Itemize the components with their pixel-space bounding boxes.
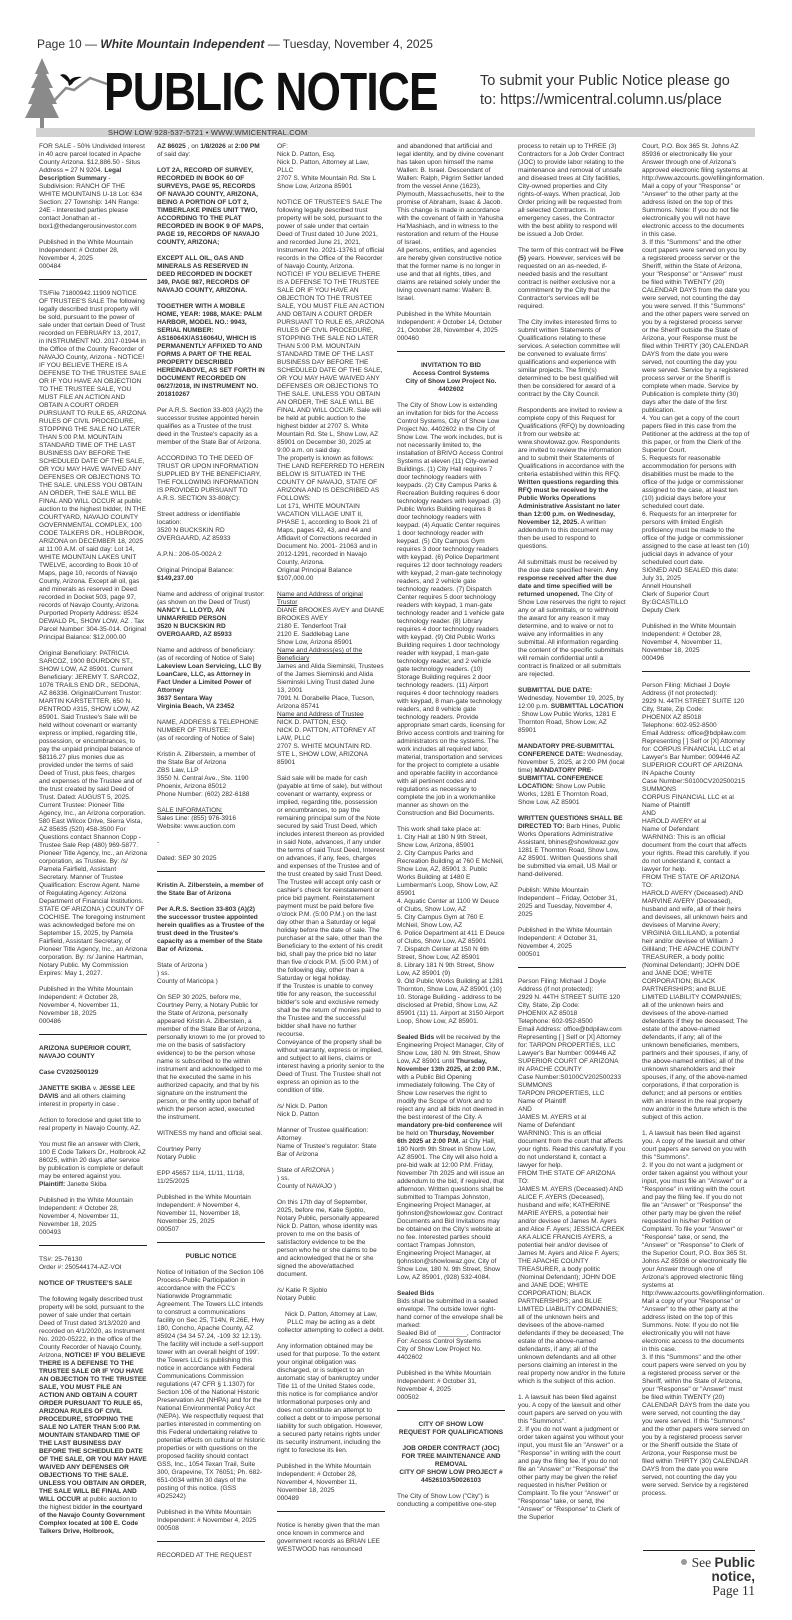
notice-text: will be received by the Engineering Project Manager, City of Show Low, 180 N. 9th Street, Show Low, AZ 85901 until <box>397 1034 504 1065</box>
notice-text: Notice of Initiation of the Section 106 Process-Public Participation in accordance with the FCC's Nationwide Programmatic Agreement. The Towers LLC intends to construct a communications facility on Sec 25, T14N, R.26E, Hwy 180, Concho, Apache County, AZ 85924 (34 34 57.24, -109 32 12.13). The facility will include a self-support tower with an overall height of 199'. the Towers LLC is publishing this notice in accordance with Federal Communications Commission regulations (47 CFR § 1.1307) for Section 106 of the National Historic Preservation Act (NHPA) and for the National Environmental Policy Act (NEPA). We respectfully request that parties interested in commenting on this Federal undertaking relative to potential effects on cultural or historic properties or with questions on the proposed facility should contact GSS, Inc., 1054 Texan Trail, Suite 300, Grapevine, TX 76051; Ph. 682-651-0034 within 30 days of the posting of this notice. (GSS #D25242) <box>157 1269 265 1500</box>
notice-paragraph <box>39 239 147 271</box>
notice-paragraph <box>157 962 265 986</box>
notice-bold-text: SUBMITTAL LOCATION <box>550 703 624 710</box>
notice-paragraph <box>157 1509 265 1533</box>
notice-bold-text: ARIZONA SUPERIOR COURT, NAVAJO COUNTY <box>39 1045 131 1060</box>
notice-divider <box>397 1410 505 1411</box>
notice-paragraph <box>157 407 265 447</box>
notice-paragraph <box>157 807 265 831</box>
notice-divider <box>39 279 147 280</box>
notice-bold-text: SUBMITTAL DUE DATE: <box>518 687 593 694</box>
notice-text: Court, P.O. Box 365 St. Johns AZ 85936 or electronically file your Answer through one of Arizona's approved electronic filing systems at http://www.azcourts.gov/efilinginformation. Mail a copy of your "Response" or "Answer" to the other party at the address listed on the top of this Summons. Note: If you do not file electronically you will not have electronic access to the documents in this case. 3. If this "Summons" and the other court papers were served on you by a registered process server or the Sheriff, within the State of Arizona, your "Response" or "Answer" must be filed within TWENTY (20) CALENDAR DAYS from the date you were served, not counting the day you were served. If this "Summons" and the other papers were served on you by a registered process server or the Sheriff outside the State of Arizona, your Response must be filed within THIRTY (30) CALENDAR DAYS from the date you were served, not counting the day you were served. Service by a registered process server or the Sheriff is complete when made. Service by Publication is complete thirty (30) days after the date of the first publication. 4. You can get a copy of the court papers filed in this case from the Petitioner at the address at the top of this paper, or from the Clerk of the Superior Court. 5. Requests for reasonable accommodation for persons with disabilities must be made to the office of the judge or commissioner assigned to the case, at least ten (10) judicial days before your scheduled court date. 6. Requests for an interpreter for persons with limited English proficiency must be made to the office of the judge or commissioner assigned to the case at least ten (10) judicial days in advance of your scheduled court date. SIGNED AND SEALED this date: July 31, 2025 Annell Hounshell Clerk of Superior Court By:GCASTILLO Deputy Clerk <box>642 143 765 614</box>
notice-divider <box>157 1541 265 1542</box>
notice-paragraph <box>397 143 505 303</box>
continued-jump <box>655 1556 755 1598</box>
see-label: See <box>691 1555 715 1570</box>
notice-heading <box>157 1253 265 1261</box>
notice-paragraph <box>157 1269 265 1501</box>
notice-bold-text: JESSE LEE DAVIS <box>39 1085 135 1100</box>
notice-paragraph <box>642 682 750 1122</box>
divider <box>643 1550 755 1551</box>
notice-bold-text: Sealed Bids <box>397 1290 435 1297</box>
notice-paragraph <box>518 815 626 879</box>
notice-text: This work shall take place at: 1. City Hall at 180 N 9th Street, Show Low, Arizona, 85901 2. City Campus Parks and Recreation Building at 760 E McNeil, Show Low, AZ, 85901 3. Public Works Building at 1480 E Lumberman's Loop, Show Low, AZ 85901 4. Aquatic Center at 1100 W Deuce of Clubs, Show Low, AZ 5. City Campus Gym at 760 E McNeil, Show Low, AZ 6. Police Department at 411 E Deuce of Clubs, Show Low, AZ 85901 7. Dispatch Center at 150 N 6th Street, Show Low, AZ 85901 8. Library 181 N 9th Street, Show Low, AZ 85901 (9) 9. Old Public Works Building at 1281 Thornton, Show Low, AZ 85901 (10) 10. Storage Building - address to be disclosed at Prebid, Show Low, AZ 85901 (11) 11. Airport at 3150 Airport Loop, Show Low, AZ 85901. <box>397 826 505 1025</box>
notice-paragraph <box>518 407 626 551</box>
bullet-icon <box>681 1559 687 1565</box>
submit-url[interactable]: to: https://wmicentral.column.us/place <box>480 92 722 108</box>
notice-column-3 <box>277 143 385 1562</box>
notice-paragraph <box>157 1552 265 1560</box>
notice-text: James and Alida Sieminski, Trustees of the James Sieminski and Alida Sieminski Living Trust dated June 13, 2001 7091 N. Dorabelle Place, Tucson, Arizona 85741 <box>277 663 384 710</box>
notice-text: You must file an answer with Clerk, 100 E Code Talkers Dr., Holbrook AZ 86025, within 20 days after service by publication is complete or default may be entered against you. <box>39 1141 146 1180</box>
notice-bold-text: NOTICE OF TRUSTEE'S SALE <box>39 1280 133 1287</box>
notice-text: The City of Show Low is extending an invitation for bids for the Access Control Systems, City of Show Low Project No. 4402602 in the City of Show Low. The work includes, but is not necessarily limited to, the installation of BRIVO Access Control Systems at eleven (11) City-owned Buildings. (1) City Hall requires 7 door technology readers with keypads. (2) City Campus Parks & Recreation Building requires 6 door technology readers with keypad. (3) Public Works Building requires 8 door technology readers with keypad. (4) Aquatic Center requires 1 door technology reader with keypad. (5) City Campus Gym requires 3 door technology readers with keypad. (6) Police Department requires 12 door technology readers with keypad, 2 man-gate technology readers, and 2 vehicle gate technology readers. (7) Dispatch Center requires 5 door technology readers with keypad, 1 man-gate technology reader and 1 vehicle gate technology reader. (8) Library requires 4 door technology readers with keypad. (9) Old Public Works Building requires 1 door technology reader with keypad, 1 man-gate technology reader, and 2 vehicle gate technology readers. (10) Storage Building requires 2 door technology readers. (11) Airport requires 4 door technology readers with keypad, 8 man-gate technology readers, and 8 vehicle gate technology readers. Provide appropriate smart cards, licensing for Brivo access controls and training for administrators on the systems. The work includes all required labor, material, transportation and services for the project to complete a usable and operable facility in accordance with all pertinent codes and regulations as necessary to complete the job in a workmanlike manner as shown on the Construction and Bid Documents. <box>397 402 505 817</box>
notice-column-1 <box>39 143 147 1544</box>
notice-paragraph <box>397 826 505 1026</box>
notice-text: The City of Show Low reserves the right to reject any or all submittals, or to withhold the award for any reason it may determine, and to waive or not to waive any informalities in any submittal. All information regarding the content of the specific submittals will remain confidential until a contract is finalized or all submittals are rejected. <box>518 591 626 678</box>
notice-bold-text: CITY OF SHOW LOW REQUEST FOR QUALIFICATIONS <box>398 1421 504 1436</box>
notice-paragraph <box>39 143 147 231</box>
notice-text: Wednesday, November 19, 2025, by 12:00 p.m. <box>518 695 624 710</box>
notice-paragraph <box>39 1045 147 1061</box>
notice-text: Nick D. Patton, Attorney at Law, PLLC may be acting as a debt collector attempting to collect a debt. <box>277 1311 385 1334</box>
notice-paragraph <box>39 1197 147 1237</box>
notice-text: Published in the White Mountain Independent: # October 28, November 4, November 11, November 18, 2025 000496 <box>642 623 736 662</box>
notice-paragraph <box>157 1170 265 1186</box>
notice-divider <box>642 671 750 672</box>
notice-text: at <box>225 143 235 150</box>
notice-bold-text: LOT 2A, RECORD OF SURVEY, RECORDED IN BOOK 60 OF SURVEYS, PAGE 95, RECORDS OF NAVAJO COUNTY, ARIZONA, BEING A PORTION OF LOT 2, TIMBERLAKE PINES UNIT TWO, ACCORDING TO THE PLAT RECORDED IN BOOK 9 OF MAPS, PAGE 19, RECORDS OF NAVAJO COUNTY, ARIZONA; <box>157 167 264 246</box>
notice-text: 1. A lawsuit has been filed against you. A copy of the lawsuit and other court papers are served on you with this "Summons". 2. If you do not want a judgment or order taken against you without your input, you must file an "Answer" or a "Response" in writing with the court and pay the filing fee. If you do not file an "Answer" or "Response" the other party may be given the relief requested in his/her Petition or Complaint. To file your "Answer" or "Response" take, or send, the "Answer" or "Response" to Clerk of the Superior <box>518 1394 624 1521</box>
notice-text: at City Hall, 180 North 9th Street in Show Low, AZ 85901. The City will also hold a pre-bid walk at 12:00 P.M. Friday, November 7th 2025 and will issue an addendum to the bid, if required, that afternoon. Written questions shall be submitted to Trampas Johnston, Engineering Project Manager, at tjohnston@showlowaz.gov. Contract Documents and Bid Invitations may be obtained on the City's website at no fee. Interested parties should contact Trampas Johnston, Engineering Project Manager, at tjohnston@showlowaz.gov, City of Show Low, 180 N. 9th Street, Show Low, AZ 85901, (928) 532-4084. <box>397 1138 505 1281</box>
notice-bold-text: 1/8/2026 <box>200 143 226 150</box>
notice-paragraph <box>157 455 265 503</box>
notice-text: will be held on <box>397 1122 503 1137</box>
notice-divider <box>277 1511 385 1512</box>
notice-heading <box>277 1311 385 1335</box>
notice-text: at public auction to the highest bidder <box>39 1496 138 1511</box>
notice-bold-text: $149,237.00 <box>157 575 194 582</box>
notice-text: Published in the White Mountain Independent: # October 31, November 4, 2025 000502 <box>397 1370 491 1401</box>
issue-date: — Tuesday, November 4, 2025 <box>264 37 433 51</box>
notice-paragraph <box>518 247 626 311</box>
notice-text: DIANE BROOKES AVEY and DIANE BROOKES AVEY 2180 E. Tenderfoot Trail 2120 E. Saddlebag Lane Show Low, Arizona 85901 <box>277 607 385 646</box>
notice-paragraph <box>277 1463 385 1503</box>
notice-text: process to retain up to THREE (3) Contractors for a Job Order Contract (JOC) to provide labor relating to the maintenance and removal of unsafe and diseased trees at City facilities, City-owned properties and City rights-of-ways. When practical, Job Order pricing will be requested from all selected Contractors. In emergency cases, the Contractor with the best ability to respond will be issued a Job Order. <box>518 143 625 238</box>
notice-text: Sales Line: (855) 976-3916 Website: www.auction.com <box>157 815 236 830</box>
notice-bold-text: JANETTE SKIBA <box>39 1085 92 1092</box>
notice-paragraph <box>277 775 385 1095</box>
notice-paragraph <box>157 719 265 743</box>
notice-paragraph <box>157 591 265 639</box>
notice-bold-text: TOGETHER WITH A MOBILE HOME, YEAR: 1988, MAKE: PALM HARBOR, MODEL NO.: 9943, SERIAL NUMBER: AS16064X/AS16064U, WHICH IS PERMANENTLY AFFIXED TO AND FORMS A PART OF THE REAL PROPERTY DESCRIBED HEREINABOVE, AS SET FORTH IN DOCUMENT RECORDED ON 06/27/2018, IN INSTRUMENT NO. 201810267 <box>157 303 265 398</box>
notice-text: Original Beneficiary: PATRICIA SARCOZ, 1900 BOURDON ST., SHOW LOW, AZ 85901. Current Beneficiary: JEREMY T. SARCOZ, 1076 TRAILS END DR., SEDONA, AZ 86336. Original/Current Trustor: MARTIN KARSTETTER, 650 N. PENTROD #315, SHOW LOW, AZ 85901. Said Trustee's Sale will be held without covenant or warranty express or implied, regarding title, possession, or encumbrances, to pay the unpaid principal balance of $8116.27 plus monies due as provided under the terms of said Deed of Trust, plus fees, charges and expenses of the Trustee and of the trust created by said Deed of Trust. Dated: AUGUST 5, 2025. Current Trustee: Pioneer Title Agency, Inc., an Arizona corporation. 580 East Wilcox Drive, Sierra Vista, AZ 85635 (520) 458-3500 For Questions contact Shannon Copp - Trustee Sale Rep (480) 969-5877. Pioneer Title Agency, Inc., an Arizona corporation, as Trustee. By: /s/ Pamela Fairfield, Assistant Secretary. Manner of Trustee Qualification: Escrow Agent. Name of Regulating Agency: Arizona Department of Financial Institutions. STATE OF ARIZONA ) COUNTY OF COCHISE. The foregoing instrument was acknowledged before me on September 15, 2025, by Pamela Fairfield, Assistant Secretary, of Pioneer Title Agency, Inc., an Arizona corporation. By: /s/ Janine Hartman, Notary Public. My Commission Expires: May 1, 2027. <box>39 650 147 977</box>
notice-text: Dated: SEP 30 2025 <box>157 855 217 862</box>
notice-heading <box>397 1421 505 1437</box>
notice-text: Published in the White Mountain Independent: # October 28, November 4, 2025 000484 <box>39 239 133 270</box>
notice-text: TS/File 71800942.11909 NOTICE OF TRUSTEE'S SALE The following legally described trust property will be sold, pursuant to the power of sale under that certain Deed of Trust recorded on FEBRUARY 13, 2017, in INSTRUMENT NO. 2017-01944 in the Office of the County Recorder of NAVAJO County, Arizona - NOTICE! IF YOU BELIEVE THERE IS A DEFENSE TO THE TRUSTEE SALE OR IF YOU HAVE AN OBJECTION TO THE TRUSTEE SALE, YOU MUST FILE AN ACTION AND OBTAIN A COURT ORDER PURSUANT TO RULE 65, ARIZONA RULES OF CIVIL PROCEDURE, STOPPING THE SALE NO LATER THAN 5:00 P.M. MOUNTAIN STANDARD TIME OF THE LAST BUSINESS DAY BEFORE THE SCHEDULED DATE OF THE SALE, OR YOU MAY HAVE WAIVED ANY DEFENSES OR OBJECTIONS TO THE SALE. UNLESS YOU OBTAIN AN ORDER, THE SALE WILL BE FINAL AND WILL OCCUR at public auction to the highest bidder, IN THE COURTYARD, NAVAJO COUNTY GOVERNMENTAL COMPLEX, 100 CODE TALKERS DR., HOLBROOK, ARIZONA on DECEMBER 18, 2025 at 11:00 A.M. of said day: Lot 14, WHITE MOUNTAIN LAKES UNIT TWELVE, according to Book 10 of Maps, page 10, records of Navajo County, Arizona. Except all oil, gas and minerals as reserved in Deed recorded in Docket 503, page 97, records of Navajo County, Arizona. Purported Property Address: 8524 DEWALD PL, SHOW LOW, AZ . Tax Parcel Number: 304-35-014. Original Principal Balance: $12,000.00 <box>39 290 147 641</box>
notice-text: RECORDED AT THE REQUEST <box>157 1552 252 1559</box>
notice-paragraph <box>157 567 265 583</box>
notice-paragraph <box>277 1199 385 1279</box>
notice-text: The City of Show Low ("City") is conducting a competitive one-step <box>397 1493 497 1508</box>
notice-paragraph <box>157 551 265 559</box>
notice-bold-text: Per A.R.S. Section 33-803 (A)(2) the successor trustee appointed herein qualifies as a Trustee of the trust deed in the Trustee's capacity as a member of the State Bar of Arizona. <box>157 906 265 953</box>
notice-paragraph <box>277 1167 385 1191</box>
notice-divider <box>157 1242 265 1243</box>
notice-paragraph <box>39 1280 147 1288</box>
notice-text: Action to foreclose and quiet title to real property in Navajo County, AZ. <box>39 1117 141 1132</box>
notice-text: Janette Skiba <box>65 1181 107 1188</box>
notice-bold-text: MANDATORY PRE-SUBMITTAL CONFERENCE DATE: <box>518 743 615 758</box>
notice-paragraph <box>518 927 626 959</box>
notice-text: Published in the White Mountain Independent: # October 28, November 4, November 11, November 18, 2025 000486 <box>39 986 133 1025</box>
notice-column-2 <box>157 143 265 1568</box>
notice-bold-text: NANCY L. LLOYD, AN UNMARRIED PERSON 3520 N BUCKSKIN RD OVERGAARD, AZ 85933 <box>157 607 232 638</box>
notice-paragraph <box>39 290 147 642</box>
notice-underlined-text: Name and Address of Trustee <box>277 711 364 718</box>
tree-mountain-eagle-logo-icon <box>22 50 112 130</box>
notice-bold-text: Written questions regarding this RFQ must be received by the Public Works Operations Administrative Assistant no later than 12:00 p.m. on Wednesday, November 12, 2025. <box>518 479 620 526</box>
notice-paragraph <box>518 743 626 807</box>
notice-text: Street address or identifiable location: 3520 N BUCKSKIN RD OVERGAARD, AZ 85933 <box>157 511 241 542</box>
notice-paragraph <box>518 887 626 919</box>
notice-paragraph <box>157 855 265 863</box>
notice-paragraph <box>518 143 626 239</box>
notice-paragraph <box>157 1130 265 1138</box>
notice-paragraph <box>39 650 147 978</box>
notice-text: Published in the White Mountain Independent: # October 14, October 21, October 28, November 4, 2025 000460 <box>397 311 502 342</box>
notice-paragraph <box>157 1146 265 1162</box>
notice-text: The City invites interested firms to submit written Statements of Qualifications relating to these services. A selection committee will be convened to evaluate firms' qualifications and experience with similar projects. The firm(s) determined to be best qualified will then be considered for award of a contract by the City Council. <box>518 319 620 398</box>
notice-text: A written addendum to this document may then be used to respond to questions. <box>518 519 613 550</box>
notice-paragraph <box>397 1493 505 1509</box>
notice-text: Published in the White Mountain Independent: # October 31, November 4, 2025 000501 <box>518 927 612 958</box>
notice-bold-text: WRITTEN QUESTIONS SHALL BE DIRECTED TO: <box>518 815 623 830</box>
notice-bold-text: Kristin A. Zilberstein, a member of the State Bar of Arizona <box>157 882 264 897</box>
notice-text: TS#: 25-76130 Order #: 250544174-AZ-VOI <box>39 1256 122 1271</box>
notice-paragraph <box>157 882 265 898</box>
notice-paragraph <box>157 143 265 159</box>
notice-paragraph <box>277 1343 385 1455</box>
notice-text: - <box>157 839 160 846</box>
jump-page: Page 11 <box>712 1583 755 1598</box>
notice-paragraph <box>157 255 265 295</box>
notice-paragraph <box>518 1394 626 1522</box>
notice-text: NOTICE OF TRUSTEE'S SALE The following legally described trust property will be sold, pursuant to the power of sale under that certain Deed of Trust dated 10 June 2021, and recorded June 21, 2021, Instrument No. 2021-13761 of official records in the Office of the Recorder of Navajo County, Arizona. NOTICE! IF YOU BELIEVE THERE IS A DEFENSE TO THE TRUSTEE SALE OR IF YOU HAVE AN OBJECTION TO THE TRUSTEE SALE, YOU MUST FILE AN ACTION AND OBTAIN A COURT ORDER PURSUANT TO RULE 65, ARIZONA RULES OF CIVIL PROCEDURE, STOPPING THE SALE NO LATER THAN 5:00 P.M. MOUNTAIN STANDARD TIME OF THE LAST BUSINESS DAY BEFORE THE SCHEDULED DATE OF THE SALE, OR YOU MAY HAVE WAIVED ANY DEFENSES OR OBJECTIONS TO THE SALE. UNLESS YOU OBTAIN AN ORDER, THE SALE WILL BE FINAL AND WILL OCCUR. Sale will be held at public auction to the highest bidder at 2707 S. White Mountain Rd. Ste L, Show Low, AZ 85901 on December 30, 2025 at 9:00 a.m. on said day. The property is known as follows: THE LAND REFERRED TO HEREIN BELOW IS SITUATED IN THE COUNTY OF NAVAJO, STATE OF ARIZONA AND IS DESCRIBED AS FOLLOWS: Lot 171, WHITE MOUNTAIN VACATION VILLAGE UNIT II, PHASE 1, according to Book 21 of Maps, pages 42, 43, and 44 and Affidavit of Corrections recorded in Document No. 2001- 21063 and in 2012-1291, recorded in Navajo County, Arizona. Original Principal Balance $107,000.00 <box>277 199 385 582</box>
notice-text: Original Principal Balance: <box>157 567 234 574</box>
notice-text: NAME, ADDRESS & TELEPHONE NUMBER OF TRUSTEE: (as of recording of Notice of Sale) <box>157 719 259 742</box>
notice-paragraph <box>39 1085 147 1109</box>
notice-text: The following legally described trust property will be sold, pursuant to the power of sale under that certain Deed of Trust dated 3/13/2020 and recorded on 4/1/2020, as Instrument No. 2020-05222, in the office of the County Recorder of Navajo County, Arizona, <box>39 1296 145 1359</box>
notice-divider <box>397 351 505 352</box>
notice-paragraph <box>642 143 765 615</box>
notice-paragraph <box>277 1287 385 1303</box>
notice-text: , on <box>185 143 201 150</box>
contact-info: SHOW LOW 928-537-5721 • WWW.WMICENTRAL.COM <box>108 128 308 137</box>
notice-paragraph <box>277 199 385 583</box>
notice-paragraph <box>397 402 505 818</box>
notice-text: Barb Hines, Public Works Operations Administrative Assistant, bhines@showlowaz.gov 1281 E Thornton Road, Show Low, AZ 85901. Written Questions shall be submitted via email, US Mail or hand-delivered. <box>518 823 621 878</box>
notice-paragraph <box>277 1103 385 1119</box>
notice-text: Published in the White Mountain Independent: # November 4, 2025 000508 <box>157 1509 257 1532</box>
notice-paragraph <box>157 167 265 247</box>
notice-text: State of Arizona ) ) ss. County of Maricopa ) <box>157 962 218 985</box>
notice-heading <box>397 1445 505 1485</box>
notice-text: ACCORDING TO THE DEED OF TRUST OR UPON INFORMATION SUPPLIED BY THE BENEFICIARY, THE FOLLOWING INFORMATION IS PROVIDED PURSUANT TO A.R.S. SECTION 33-808(C): <box>157 455 261 502</box>
notice-bold-text: Thursday, November 13th 2025, at 2:00 P.M. <box>397 1058 500 1073</box>
notice-paragraph <box>157 751 265 799</box>
notice-column-5 <box>518 143 626 1530</box>
notice-bold-text: PUBLIC NOTICE <box>185 1253 237 1260</box>
notice-text: , with a Public Bid Opening immediately following. The City of Show Low reserves the right to modify the Scope of Work and to reject any and all bids not deemed in the best interest of the City. A <box>397 1066 504 1121</box>
notice-paragraph <box>397 1034 505 1282</box>
notice-text: Published in the White Mountain Independent: # October 28, November 4, November 11, November 18, 2025 000489 <box>277 1463 371 1502</box>
notice-text: and abandoned that artificial and legal identity, and by divine covenant has taken upon himself the name Wallen: B. Israel. Descendant of Wallen: Ralph, Pilgrim Settler landed from the vessel Anne (1623), Plymouth, Massachusetts, heir to the promise of Abraham, Isaac & Jacob. This change is made in accordance with the covenant of faith in Yahusha Ha'Mashiach, and in witness to the restoration and return of the House of Israel. All persons, entities, and agencies are hereby given constructive notice that the former name is no longer in use and that all rights, titles, and claims are retained solely under the living covenant name: Wallen: B. Israel. <box>397 143 505 302</box>
notice-paragraph <box>518 687 626 735</box>
page-header <box>37 37 433 51</box>
notice-text: - Subdivision: RANCH OF THE WHITE MOUNTAINS U-18 Lot: 634 Section: 27 Township: 14N Range: 24E - Interested parties please contact Jonathan at - box1@thedangerousinvestor.com <box>39 175 143 230</box>
notice-bold-text: EXCEPT ALL OIL, GAS AND MINERALS AS RESERVED IN DEED RECORDED IN DOCKET 349, PAGE 987, RECORDS OF NAVAJO COUNTY, ARIZONA. <box>157 255 253 294</box>
notice-paragraph <box>277 1522 385 1554</box>
notice-text: Kristin A. Zilberstein, a member of the State Bar of Arizona ZBS Law, LLP 3550 N. Central Ave., Ste. 1190 Phoenix, Arizona 85012 Phone Number: (602) 282-6188 <box>157 751 256 798</box>
notice-text: and all others claiming interest in property in case . <box>39 1093 126 1108</box>
notice-bold-text: in the courtyard of the Navajo County Government Complex located at 100 E. Code Talkers Drive, Holbrook, <box>39 1504 145 1535</box>
notice-text: : Show Low Public Works, 1281 E Thornton Road, Show Low, AZ 85901 <box>518 711 617 734</box>
notice-text: Published in the White Mountain Independent: # November 4, November 11, November 18, November 25, 2025 000507 <box>157 1194 251 1233</box>
newspaper-name: White Mountain Independent <box>100 37 265 51</box>
notice-paragraph <box>277 591 385 767</box>
notice-text: Said sale will be made for cash (payable at time of sale), but without covenant or warranty, express or implied, regarding title, possession or encumbrances, to pay the remaining principal sum of the Note secured by said Trust Deed, which includes interest thereon as provided in said Note, advances, if any under the terms of said Trust Deed, Interest on advances, if any, fees, charges and expenses of the Trustee and of the trust created by said Trust Deed. The Trustee will accept only cash or cashier's check for reinstatement or price bid payment. Reinstatement payment must be paid before five o'clock P.M. (5:00 P.M.) on the last day other than a Saturday or legal holiday before the date of sale. The purchaser at the sale, other than the Beneficiary to the extent of his credit bid, shall pay the price bid no later than five o'clock P.M. (5:00 P.M.) of the following day, other than a Saturday or legal holiday. If the Trustee is unable to convey title for any reason, the successful bidder's sole and exclusive remedy shall be the return of monies paid to the Trustee and the successful bidder shall have no further recourse. Conveyance of the property shall be without warranty, express or implied, and subject to all liens, claims or interest having a priority senior to the Deed of Trust. The Trustee shall not express an opinion as to the condition of title. <box>277 775 385 1094</box>
notice-bold-text: Sealed Bids <box>397 1034 435 1041</box>
notice-text: v. <box>91 1085 100 1092</box>
notice-text: Courtney Perry Notary Public <box>157 1146 202 1161</box>
notice-text: Respondents are invited to review a complete copy of this Request for Qualifications (RFQ) by downloading it from our website at: www.showlowaz.gov. Respondents are invited to review the information and to submit their Statements of Qualifications in accordance with the criteria established within this RFQ. <box>518 407 625 478</box>
notice-divider <box>518 967 626 968</box>
notice-text: 1. A lawsuit has been filed against you. A copy of the lawsuit and other court papers are served on you with this "Summons". 2. If you do not want a judgment or order taken against you without your input, you must file an "Answer" or a "Response" in writing with the court and pay the filing fee. If you do not file an "Answer" or "Response" the other party may be given the relief requested in his/her Petition or Complaint. To file your "Answer" or "Response" take, or send, the "Answer" or "Response" to Clerk of the Superior Court, P.O. Box 365 St. Johns AZ 85936 or electronically file your Answer through one of Arizona's approved electronic filing systems at http://www.azcourts.gov/efilinginformation. Mail a copy of your "Response" or "Answer" to the other party at the address listed on the top of this Summons. Note: If you do not file electronically you will not have electronic access to the documents in this case. 3. If this "Summons" and the other court papers were served on you by a registered process server or the Sheriff, within the State of Arizona, your "Response" or "Answer" must be filed within TWENTY (20) CALENDAR DAYS from the date you were served, not counting the day you were served. If this "Summons" and the other papers were served on you by a registered process server or the Sheriff outside the State of Arizona, your Response must be filed within THIRTY (30) CALENDAR DAYS from the date you were served, not counting the day you were served. Service by a registered process. <box>642 1130 765 1497</box>
notice-bold-text: mandatory pre-bid conference <box>397 1122 492 1129</box>
notice-bold-text: Lakeview Loan Servicing, LLC By LoanCare, LLC, as Attorney in Fact Under a Limited Power of Attorney 3637 Sentara Way Virginia Beach, VA 23452 <box>157 663 262 710</box>
notice-underlined-text: SALE INFORMATION: <box>157 807 223 814</box>
notice-divider <box>39 1245 147 1246</box>
notice-divider <box>39 1034 147 1035</box>
notice-text: Any information obtained may be used for that purpose. To the extent your original obligation was discharged, or is subject to an automatic stay of bankruptcy under Title 11 of the United States code, this notice is for compliance and/or Informational purposes only and does not constitute an attempt to collect a debt or to impose personal liability for such obligation. However, a secured party retains rights under its security instrument, including the right to foreclose its lien. <box>277 1343 383 1454</box>
notice-paragraph <box>157 1194 265 1234</box>
notice-underlined-text: Name and Address(es) of the Beneficiary <box>277 647 363 662</box>
notice-paragraph <box>157 994 265 1122</box>
notice-bold-text: INVITATION TO BID Access Control Systems City of Show Low Project No. 4402602 <box>405 362 497 393</box>
notice-paragraph <box>157 303 265 399</box>
notice-paragraph <box>39 1117 147 1133</box>
notice-divider <box>157 871 265 872</box>
notice-text: Bids shall be submitted in a sealed envelope. The outside lower right-hand corner of the envelope shall be marked: Sealed Bid of ________, Contractor For: Access Control Systems City of Show Low Project No. 4402602 <box>397 1298 503 1361</box>
notice-text: Publish: White Mountain Independent – Friday, October 31, 2025 and Tuesday, November 4, 2025 <box>518 887 618 918</box>
notice-underlined-text: Name and Address of original Trustor <box>277 591 363 606</box>
notice-column-4 <box>397 143 505 1517</box>
notice-text: Per A.R.S. Section 33-803 (A)(2) the successor trustee appointed herein qualifies as a Trustee of the trust deed in the Trustee's capacity as a member of the State Bar of Arizona. <box>157 407 263 446</box>
notice-paragraph <box>277 1127 385 1159</box>
public-notice-title: PUBLIC NOTICE <box>104 62 438 122</box>
notice-text: of said day: <box>157 151 191 158</box>
notice-text: Name and address of original trustor: (as shown on the Deed of Trust) <box>157 591 265 606</box>
notice-paragraph <box>39 1296 147 1536</box>
page-number: Page 10 — <box>37 37 101 51</box>
notice-text: WITNESS my hand and official seal. <box>157 1130 263 1137</box>
notice-paragraph <box>518 559 626 679</box>
notice-text: All submittals must be received by the due date specified herein. <box>518 559 617 574</box>
notice-bold-text: NOTICE! IF YOU BELIEVE THERE IS A DEFENSE TO THE TRUSTEE SALE OR IF YOU HAVE AN OBJECTION TO THE TRUSTEE SALE, YOU MUST FILE AN ACTION AND OBTAIN A COURT ORDER PURSUANT TO RULE 65, ARIZONA RULES OF CIVIL PROCEDURE, STOPPING THE SALE NO LATER THAN 5:00 P.M. MOUNTAIN STANDARD TIME OF THE LAST BUSINESS DAY BEFORE THE SCHEDULED DATE OF THE SALE, OR YOU MAY HAVE WAIVED ANY DEFENSES OR OBJECTIONS TO THE SALE. UNLESS YOU OBTAIN AN ORDER, THE SALE WILL BE FINAL AND WILL OCCUR <box>39 1352 147 1503</box>
notice-paragraph <box>157 906 265 954</box>
notice-paragraph <box>39 1141 147 1189</box>
notice-paragraph <box>397 1370 505 1402</box>
notice-paragraph <box>157 839 265 847</box>
notice-paragraph <box>157 647 265 711</box>
notice-text: Wednesday, November 5, 2025, at 2:00 PM (local time) <box>518 751 625 774</box>
notice-bold-text: JOB ORDER CONTRACT (JOC) FOR TREE MAINTENANCE AND REMOVAL CITY OF SHOW LOW PROJECT # 44526103/50026103 <box>399 1445 503 1484</box>
notice-text: years. However, services will be requested on an as-needed, if-needed basis and the resultant contract is neither exclusive nor a commitment by the City that the Contractor's services will be required. <box>518 255 621 310</box>
notice-text: The term of this contract will be <box>518 247 611 254</box>
notice-paragraph <box>157 511 265 543</box>
notice-paragraph <box>397 1290 505 1362</box>
notice-bold-text: Legal Description Summary <box>39 167 122 182</box>
notice-text: /s/ Nick D. Patton Nick D. Patton <box>277 1103 328 1118</box>
notice-text: FOR SALE - 50% Undivided Interest in 40 acre parcel located in Apache County Arizona. $12,886.50 - Situs Address = 27 N 9204. <box>39 143 145 174</box>
notice-bold-text: Five (5) <box>518 247 624 262</box>
notice-paragraph <box>39 986 147 1026</box>
notice-text: EPP 45657 11/4, 11/11, 11/18, 11/25/2025 <box>157 1170 245 1185</box>
notice-text: Show Low Public Works, 1281 E Thornton Road, Show Low, AZ 85901 <box>518 783 609 806</box>
notice-bold-text: MANDATORY PRE-SUBMITTAL CONFERENCE LOCATION: <box>518 767 603 790</box>
notice-text: Person Filing: Michael J Doyle Address (if not protected): 2929 N. 44TH STREET SUITE 120 City, State, Zip Code: PHOENIX AZ 85018 Telephone: 602-952-8500 Email Address: office@bdpilaw.com Representing [ ] Self or [X] Attorney for: TARPON PROPERTIES, LLC Lawyer's Bar Number: 009446 AZ SUPERIOR COURT OF ARIZONA IN APACHE COUNTY Case Number:S0100CV202500233 SUMMONS TARPON PROPERTIES, LLC Name of Plaintiff AND JAMES M. AYERS et al Name of Defendant WARNING: This is an official document from the court that affects your rights. Read this carefully. If you do not understand it, contact a lawyer for help. FROM THE STATE OF ARIZONA TO: JAMES M. AYERS (Deceased) AND ALICE F. AYERS (Deceased), husband and wife; KATHERINE MARIE AYERS, a potential heir and/or devisee of James M. Ayers and Alice F. Ayers; JESSICA CREEK AKA ALICE FRANCIS AYERS, a potential heir and/or devisee of James M. Ayers and Alice F. Ayers; THE APACHE COUNTY TREASURER, a body politic (Nominal Defendant); JOHN DOE and JANE DOE; WHITE CORPORATION; BLACK PARTNERSHIPS; and BLUE LIMITED LIABILITY COMPANIES; all of the unknown heirs and devisees of the above-named defendants if they be deceased; The estate of the above-named defendants, if any; all of the unknown defendants and all other persons claiming an interest in the real property now and/or in the future which is the subject of this action. <box>518 978 626 1385</box>
notice-bold-text: Plaintiff: <box>39 1181 66 1188</box>
notice-paragraph <box>277 143 385 191</box>
notice-bold-text: Any response received after the due date and time specified will be returned unopened. <box>518 567 619 598</box>
notice-text: A.P.N.: 206-05-002A 2 <box>157 551 222 558</box>
notice-text: NICK D. PATTON, ESQ. NICK D. PATTON, ATTORNEY AT LAW, PLLC 2707 S. WHITE MOUNTAIN RD. STE L, SHOW LOW, ARIZONA 85901 <box>277 719 376 766</box>
notice-column-6 <box>642 143 765 1506</box>
notice-bold-text: AZ 86025 <box>157 143 186 150</box>
notice-paragraph <box>39 1256 147 1272</box>
jump-section: Public notice, <box>711 1555 755 1584</box>
notice-text: On this 17th day of September, 2025, before me, Katie Sjoblo, Notary Public, personally appeared Nick D. Patton, whose identity was proven to me on the basis of satisfactory evidence to be the person who he or she claims to be and acknowledged that he or she signed the above/attached document. <box>277 1199 379 1278</box>
notice-text: OF: Nick D. Patton, Esq. Nick D. Patton, Attorney at Law, PLLC 2707 S. White Mountain Rd. Ste L Show Low, Arizona 85901 <box>277 143 376 190</box>
notice-heading <box>397 362 505 394</box>
notice-bold-text: Thursday, November 6th 2025 at 2:00 P.M. <box>397 1130 495 1145</box>
notice-text: On SEP 30 2025, before me, Courtney Perry, a Notary Public for the State of Arizona, personally appeared Kristin A. Zilberstein, a member of the State Bar of Arizona, personally known to me (or proved to me on the basis of satisfactory evidence) to be the person whose name is subscribed to the within instrument and acknowledged to me that he executed the same in his authorized capacity, and that by his signature on the instrument the person, or the entity upon behalf of which the person acted, executed the instrument. <box>157 994 265 1121</box>
notice-text: State of ARIZONA ) ) ss. County of NAVAJO ) <box>277 1167 337 1190</box>
notice-text: Name and address of beneficiary: (as of recording of Notice of Sale) <box>157 647 255 662</box>
submit-line-1: To submit your Public Notice please go <box>480 73 730 89</box>
notice-paragraph <box>39 1069 147 1077</box>
notice-bold-text: 2:00 PM <box>234 143 260 150</box>
notice-paragraph <box>518 978 626 1386</box>
submit-instructions <box>480 72 730 110</box>
notice-paragraph <box>518 319 626 399</box>
notice-paragraph <box>397 311 505 343</box>
notice-text: Notice is hereby given that the man once known in commerce and government records as BRIAN LEE WESTWOOD has renounced <box>277 1522 380 1553</box>
notice-bold-text: Case CV202500129 <box>39 1069 99 1076</box>
notice-text: Person Filing: Michael J Doyle Address (if not protected): 2929 N. 44TH STREET SUITE 120 City, State, Zip Code: PHOENIX AZ 85018 Telephone: 602-952-8500 Email Address: office@bdpilaw.com Representing [ ] Self or [X] Attorney for: CORPUS FINANCIAL LLC et al Lawyer's Bar Number: 009446 AZ SUPERIOR COURT OF ARIZONA IN Apache County Case Number:S0100CV202500215 SUMMONS CORPUS FINANCIAL LLC et al Name of Plaintiff AND HAROLD AVERY et al Name of Defendant WARNING: This is an official document from the court that affects your rights. Read this carefully. If you do not understand it, contact a lawyer for help. FROM THE STATE OF ARIZONA TO: HAROLD AVERY (Deceased) AND MARVINE AVERY (Deceased), husband and wife, all of their heirs and devisees, all unknown heirs and devisees of Marvine Avery; VIRGINIA GILLILAND, a potential heir and/or devisee of William J Gilliland; THE APACHE COUNTY TREASURER, a body politic (Nominal Defendant); JOHN DOE and JANE DOE; WHITE CORPORATION; BLACK PARTNERSHIPS; and BLUE LIMITED LIABILITY COMPANIES; all of the unknown heirs and devisees of the above-named defendants if they be deceased; The estate of the above-named defendants, if any; all of the unknown beneficiaries, members, partners and their spouses, if any, of the above-named entities; all of the unknown shareholders and their spouses, if any, of the above-named corporations, if that corporation is defunct; and all persons or entities with an interest in the real property now and/or in the future which is the subject of this action. <box>642 682 750 1121</box>
notice-text: /s/ Katie R Sjoblo Notary Public <box>277 1287 328 1302</box>
notice-paragraph <box>642 1130 765 1498</box>
notice-paragraph <box>642 623 750 663</box>
notice-text: Published in the White Mountain Independent: # October 28, November 4, November 11, November 18, 2025 000493 <box>39 1197 133 1236</box>
masthead-contact-bar <box>36 128 755 137</box>
notice-text: Manner of Trustee qualification: Attorney Name of Trustee's regulator: State Bar of Arizona <box>277 1127 377 1158</box>
